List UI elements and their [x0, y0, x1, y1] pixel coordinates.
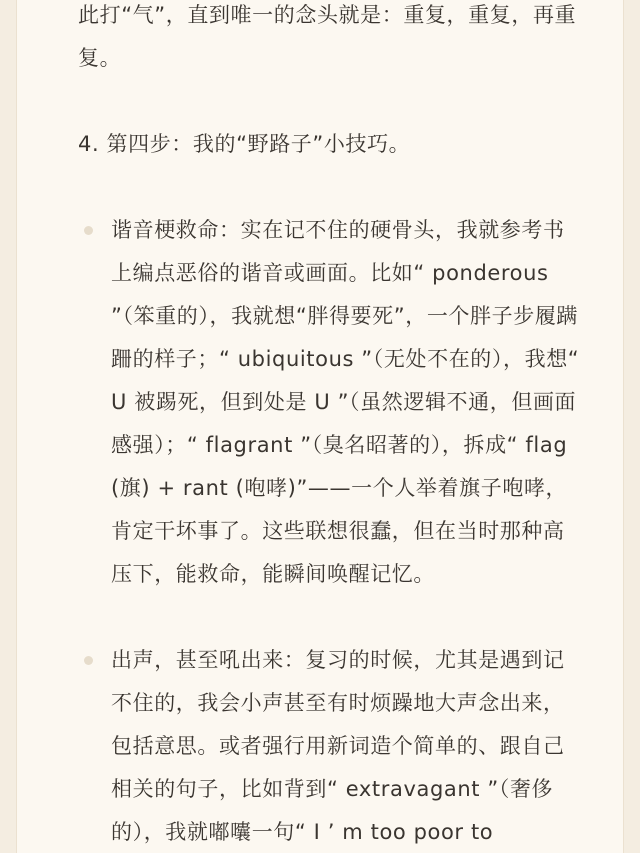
tip-item-homophone [78, 209, 584, 596]
step-heading: 4. 第四步：我的“野路子”小技巧。 [78, 132, 411, 156]
tip-text: 出声，甚至吼出来：复习的时候，尤其是遇到记不住的，我会小声甚至有时烦躁地大声念出来，包括意思。或者强行用新词造个简单的、跟自己相关的句子，比如背到“ extravagant ”（奢侈的），我就嘟囔一句“ I ’ m too poor to [111, 648, 565, 844]
bullet-icon [84, 226, 93, 235]
article-card [16, 0, 624, 853]
tip-item-speak-aloud [78, 639, 584, 853]
tip-text: 谐音梗救命：实在记不住的硬骨头，我就参考书上编点恶俗的谐音或画面。比如“ ponderous ”（笨重的），我就想“胖得要死”，一个胖子步履蹒跚的样子；“ ubiquitous ”（无处不在的），我想“ U 被踢死，但到处是 U ”（虽然逻辑不通，但画面感强）；“ flagrant ”（臭名昭著的），拆成“ flag (旗) + rant (咆哮)”——一个人举着旗子咆哮，肯定干坏事了。这些联想很蠢，但在当时那种高压下，能救命，能瞬间唤醒记忆。 [111, 218, 580, 586]
article-body [78, 0, 584, 853]
bullet-icon [84, 656, 93, 665]
intro-paragraph: 此打“气”，直到唯一的念头就是：重复，重复，再重复。 [78, 3, 577, 70]
tips-list [78, 209, 584, 853]
